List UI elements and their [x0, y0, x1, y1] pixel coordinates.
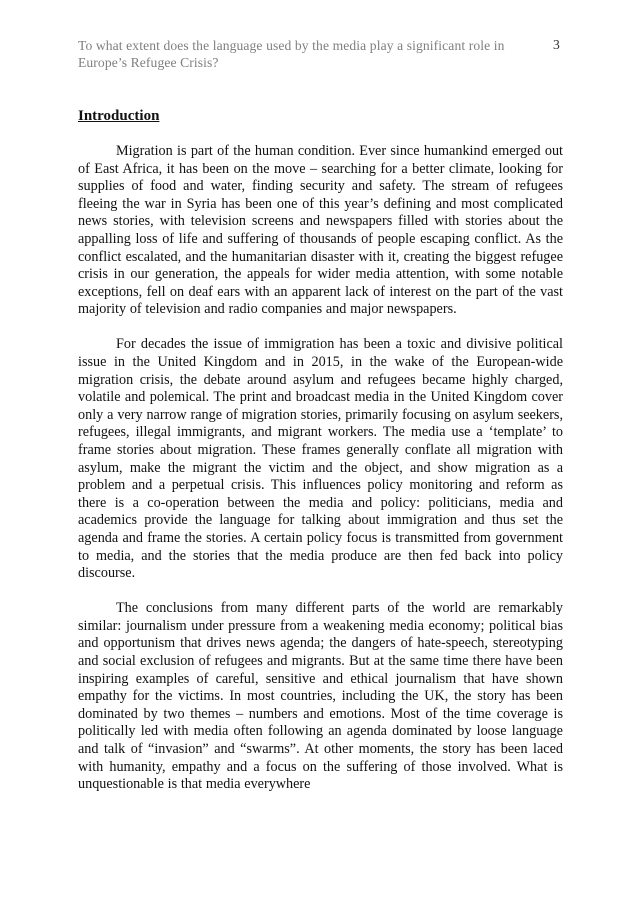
paragraph-3: The conclusions from many different parts of the world are remarkably similar: journalism under pressure from a weakening media economy; political bias and opportunism that drives news agenda; the dangers of hate-speech, stereotyping and social exclusion of refugees and migrants. But at the same time there have been inspiring examples of careful, sensitive and ethical journalism that have shown empathy for the victims. In most countries, including the UK, the story has been dominated by two themes – numbers and emotions. Most of the time coverage is politically led with media often following an agenda dominated by loose language and talk of “invasion” and “swarms”. At other moments, the story has been laced with humanity, empathy and a focus on the suffering of those involved. What is unquestionable is that media everywhere [78, 600, 563, 793]
page-number: 3 [553, 37, 560, 52]
body-text [78, 143, 563, 811]
paragraph-1: Migration is part of the human condition. Ever since humankind emerged out of East Africa, it has been on the move – searching for a better climate, looking for supplies of food and water, finding security and safety. The stream of refugees fleeing the war in Syria has been one of this year’s defining and most complicated news stories, with television screens and newspapers filled with stories about the appalling loss of life and suffering of thousands of people escaping conflict. As the conflict escalated, and the humanitarian disaster with it, creating the biggest refugee crisis in our generation, the appeals for wider media attention, with some notable exceptions, fell on deaf ears with an apparent lack of interest on the part of the vast majority of television and radio companies and major newspapers. [78, 143, 563, 318]
section-heading: Introduction [78, 108, 160, 124]
running-header: To what extent does the language used by the media play a significant role in Europe’s Refugee Crisis? [78, 38, 505, 70]
paragraph-2: For decades the issue of immigration has been a toxic and divisive political issue in the United Kingdom and in 2015, in the wake of the European-wide migration crisis, the debate around asylum and refugees became highly charged, volatile and polemical. The print and broadcast media in the United Kingdom cover only a very narrow range of migration stories, primarily focusing on asylum seekers, refugees, illegal immigrants, and migrant workers. The media use a ‘template’ to frame stories about migration. These frames generally conflate all migration with asylum, make the migrant the victim and the object, and show migration as a problem and a perpetual crisis. This influences policy monitoring and reform as there is a co-operation between the media and policy: politicians, media and academics provide the language for talking about immigration and thus set the agenda and frame the stories. A certain policy focus is transmitted from government to media, and the stories that the media produce are then fed back into policy discourse. [78, 336, 563, 582]
